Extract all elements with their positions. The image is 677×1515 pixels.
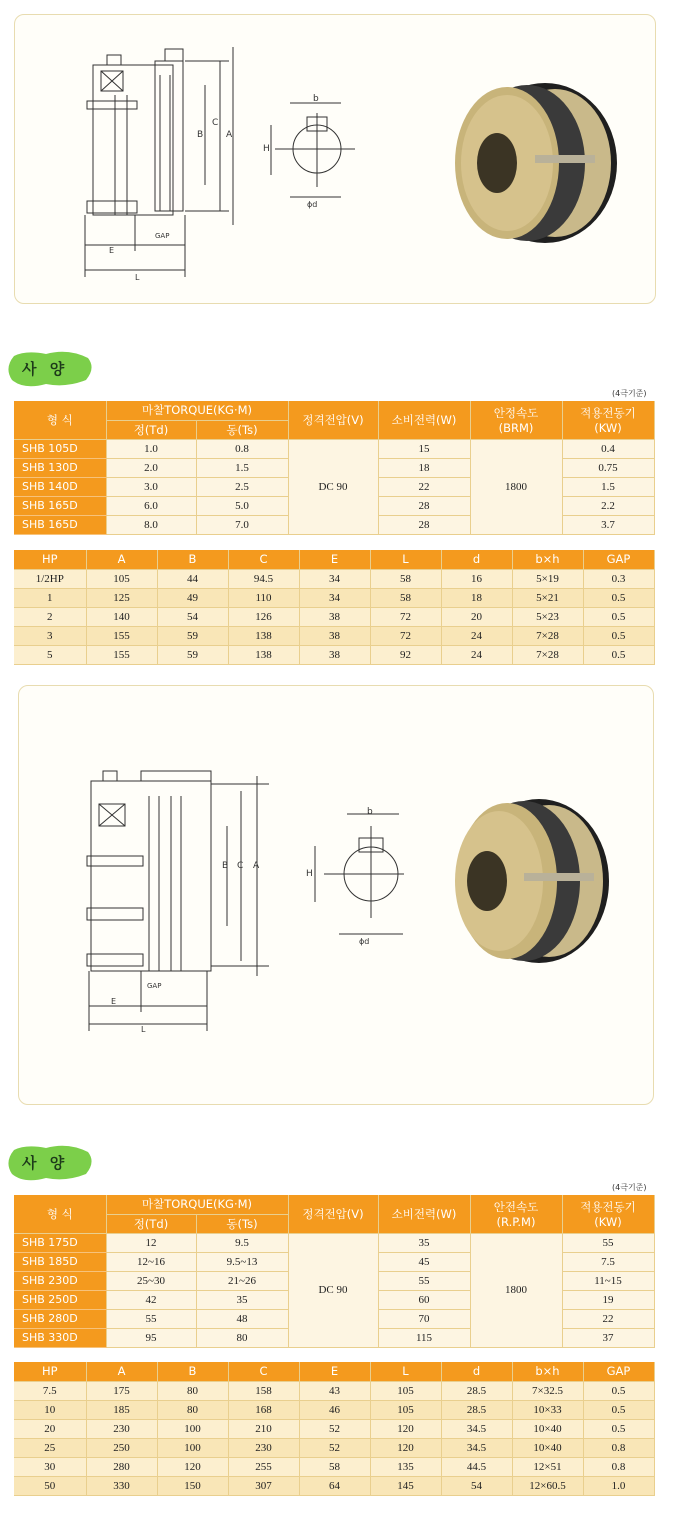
cell-td: 12~16 [106,1252,196,1271]
basis-note-1: (4극기준) [612,389,647,398]
cell-power: 35 [378,1233,470,1252]
cell: 155 [86,626,157,645]
cell: 105 [370,1381,441,1400]
dim-col-hp: HP [14,550,86,569]
cell-ts: 21~26 [196,1271,288,1290]
cell: 52 [299,1419,370,1438]
cell: 135 [370,1457,441,1476]
col-speed-line2: (R.P.M) [496,1214,536,1229]
cell: 110 [228,588,299,607]
dim-label-d: ϕd [307,200,318,209]
cell-voltage: DC 90 [288,439,378,534]
cell: 20 [441,607,512,626]
brake-product-photo-2 [455,799,609,963]
cell: 1/2HP [14,569,86,588]
cell-td: 42 [106,1290,196,1309]
cell-model: SHB 165D [14,496,106,515]
col-model: 형 식 [14,1195,106,1233]
dim-label-h: H [263,144,270,154]
cell-ts: 5.0 [196,496,288,515]
col-model: 형 식 [14,401,106,439]
cell: 140 [86,607,157,626]
cell-motor: 37 [562,1328,654,1347]
col-voltage: 정격전압(V) [288,401,378,439]
cell: 54 [157,607,228,626]
cell: 158 [228,1381,299,1400]
cell: 0.5 [583,607,654,626]
cell: 145 [370,1476,441,1495]
cell: 38 [299,626,370,645]
dim-col-a: A [86,550,157,569]
cell: 92 [370,645,441,664]
cell: 10 [14,1400,86,1419]
cell-ts: 80 [196,1328,288,1347]
dim-label-c: C [212,118,219,128]
dim-label-c: C [237,861,244,871]
table-row [14,1476,654,1495]
cell-td: 1.0 [106,439,196,458]
dim-label-b: B [197,130,204,140]
cell: 54 [441,1476,512,1495]
cell-td: 95 [106,1328,196,1347]
cell-motor: 3.7 [562,515,654,534]
cell: 24 [441,645,512,664]
col-motor-line1: 적용전동기 [580,1199,636,1214]
cell: 7×28 [512,626,583,645]
cell-motor: 22 [562,1309,654,1328]
cell: 64 [299,1476,370,1495]
cell: 80 [157,1381,228,1400]
cell: 34 [299,588,370,607]
cell: 125 [86,588,157,607]
cell: 150 [157,1476,228,1495]
col-speed-line2: (BRM) [498,420,534,435]
cell: 28.5 [441,1381,512,1400]
cell: 59 [157,645,228,664]
cell: 20 [14,1419,86,1438]
cell: 105 [370,1400,441,1419]
dim-col-b: B [157,1362,228,1381]
dim-col-hp: HP [14,1362,86,1381]
cell-ts: 7.0 [196,515,288,534]
cell: 105 [86,569,157,588]
cell: 5×19 [512,569,583,588]
technical-drawing-2 [19,686,655,1106]
col-voltage: 정격전압(V) [288,1195,378,1233]
cell: 10×33 [512,1400,583,1419]
dim-col-gap: GAP [583,1362,654,1381]
col-power: 소비전력(W) [378,401,470,439]
dim-col-c: C [228,1362,299,1381]
dim-label-h: H [306,869,313,879]
cell-td: 12 [106,1233,196,1252]
cell: 34.5 [441,1419,512,1438]
cell-ts: 9.5~13 [196,1252,288,1271]
col-motor-line1: 적용전동기 [580,405,636,420]
dimension-table-1 [14,550,655,665]
cell-model: SHB 230D [14,1271,106,1290]
cell: 38 [299,607,370,626]
dim-label-gap: GAP [147,982,162,990]
cell-td: 8.0 [106,515,196,534]
cell-speed: 1800 [470,439,562,534]
cell-model: SHB 140D [14,477,106,496]
col-torque: 마찰TORQUE(KG·M) [106,1195,288,1214]
cell: 5×21 [512,588,583,607]
cell-ts: 35 [196,1290,288,1309]
dim-col-d: d [441,1362,512,1381]
dim-label-b: B [222,861,229,871]
spec-badge-1 [6,350,94,388]
cell-motor: 55 [562,1233,654,1252]
dim-label-a: A [253,861,260,871]
cell-power: 18 [378,458,470,477]
cell: 100 [157,1438,228,1457]
cell-ts: 1.5 [196,458,288,477]
table-row [14,439,654,458]
cell: 16 [441,569,512,588]
dim-col-gap: GAP [583,550,654,569]
cell: 120 [370,1438,441,1457]
cell-model: SHB 175D [14,1233,106,1252]
cell: 307 [228,1476,299,1495]
cell: 330 [86,1476,157,1495]
cell: 44 [157,569,228,588]
cell: 168 [228,1400,299,1419]
dim-label-gap: GAP [155,232,170,240]
spec-table-1 [14,401,655,535]
cell-motor: 7.5 [562,1252,654,1271]
cell: 58 [299,1457,370,1476]
cell-ts: 48 [196,1309,288,1328]
cell-power: 55 [378,1271,470,1290]
cell: 3 [14,626,86,645]
cell-td: 25~30 [106,1271,196,1290]
cell-motor: 1.5 [562,477,654,496]
table-row [14,1381,654,1400]
cell: 2 [14,607,86,626]
cell-power: 28 [378,515,470,534]
cell-td: 55 [106,1309,196,1328]
cell: 1 [14,588,86,607]
col-ts: 동(Ts) [196,420,288,439]
cell: 10×40 [512,1438,583,1457]
cell: 230 [86,1419,157,1438]
drawing-panel-2 [18,685,654,1105]
cell: 0.3 [583,569,654,588]
dim-label-key-b: b [313,94,319,104]
dim-label-l: L [141,1025,146,1034]
table-row [14,1438,654,1457]
spec-badge-2 [6,1144,94,1182]
dimension-table-2 [14,1362,655,1496]
dim-col-d: d [441,550,512,569]
cell: 44.5 [441,1457,512,1476]
table-row [14,1419,654,1438]
cell: 58 [370,588,441,607]
cell: 0.5 [583,626,654,645]
cell: 28.5 [441,1400,512,1419]
cell: 0.5 [583,1381,654,1400]
dim-col-l: L [370,1362,441,1381]
brake-product-photo-1 [455,83,617,243]
drawing-panel-1 [14,14,656,304]
cell: 210 [228,1419,299,1438]
cell: 30 [14,1457,86,1476]
dim-col-bxh: b×h [512,550,583,569]
col-speed-line1: 안전속도 [493,1199,539,1214]
cell: 5×23 [512,607,583,626]
cell-motor: 0.75 [562,458,654,477]
col-motor [562,401,654,439]
col-td: 정(Td) [106,420,196,439]
cell: 50 [14,1476,86,1495]
cell-power: 15 [378,439,470,458]
dim-col-c: C [228,550,299,569]
col-power: 소비전력(W) [378,1195,470,1233]
cell-power: 22 [378,477,470,496]
table-row [14,569,654,588]
cell: 230 [228,1438,299,1457]
dim-col-b: B [157,550,228,569]
cell: 0.8 [583,1438,654,1457]
cell: 94.5 [228,569,299,588]
cell-motor: 19 [562,1290,654,1309]
cell-td: 2.0 [106,458,196,477]
cell: 10×40 [512,1419,583,1438]
col-speed-line1: 안정속도 [493,405,539,420]
dim-label-e: E [111,997,117,1006]
table-row [14,607,654,626]
col-speed [470,1195,562,1233]
cell: 185 [86,1400,157,1419]
cell-ts: 2.5 [196,477,288,496]
cell-motor: 2.2 [562,496,654,515]
dim-col-a: A [86,1362,157,1381]
table-row [14,645,654,664]
cell-voltage: DC 90 [288,1233,378,1347]
dim-label-key-b: b [367,807,373,817]
table-row [14,1457,654,1476]
cell: 1.0 [583,1476,654,1495]
badge-label: 사 양 [22,1154,69,1172]
cell: 0.8 [583,1457,654,1476]
cell: 59 [157,626,228,645]
dim-label-e: E [109,246,115,255]
cell: 138 [228,626,299,645]
cell: 12×60.5 [512,1476,583,1495]
cell: 120 [157,1457,228,1476]
badge-label: 사 양 [22,360,69,378]
cell-motor: 0.4 [562,439,654,458]
cell: 52 [299,1438,370,1457]
cell: 175 [86,1381,157,1400]
col-ts: 동(Ts) [196,1214,288,1233]
col-speed [470,401,562,439]
cell: 25 [14,1438,86,1457]
col-motor-line2: (KW) [594,1214,622,1229]
cell-power: 60 [378,1290,470,1309]
table-row [14,1233,654,1252]
dim-label-a: A [226,130,233,140]
spec-table-2 [14,1195,655,1348]
cell: 7.5 [14,1381,86,1400]
cell: 0.5 [583,645,654,664]
technical-drawing-1 [15,15,657,305]
cell-speed: 1800 [470,1233,562,1347]
cell-power: 45 [378,1252,470,1271]
cell-motor: 11~15 [562,1271,654,1290]
cell-td: 3.0 [106,477,196,496]
cell: 0.5 [583,1400,654,1419]
cell-power: 70 [378,1309,470,1328]
dim-label-d: ϕd [359,937,370,946]
cell-model: SHB 330D [14,1328,106,1347]
dim-col-e: E [299,1362,370,1381]
dim-col-e: E [299,550,370,569]
cell-model: SHB 105D [14,439,106,458]
col-torque: 마찰TORQUE(KG·M) [106,401,288,420]
cell: 7×28 [512,645,583,664]
cell: 138 [228,645,299,664]
cell-model: SHB 130D [14,458,106,477]
cell-ts: 9.5 [196,1233,288,1252]
table-row [14,626,654,645]
cell: 18 [441,588,512,607]
cell: 7×32.5 [512,1381,583,1400]
cell-td: 6.0 [106,496,196,515]
table-row [14,1400,654,1419]
col-motor-line2: (KW) [594,420,622,435]
cell: 24 [441,626,512,645]
cell: 72 [370,607,441,626]
dim-col-bxh: b×h [512,1362,583,1381]
cell: 34.5 [441,1438,512,1457]
cell: 72 [370,626,441,645]
cell-power: 115 [378,1328,470,1347]
cell-model: SHB 250D [14,1290,106,1309]
cell-ts: 0.8 [196,439,288,458]
cell: 58 [370,569,441,588]
col-td: 정(Td) [106,1214,196,1233]
cell: 280 [86,1457,157,1476]
cell: 0.5 [583,1419,654,1438]
cell: 43 [299,1381,370,1400]
cell-model: SHB 185D [14,1252,106,1271]
cell: 255 [228,1457,299,1476]
cell-model: SHB 165D [14,515,106,534]
cell: 5 [14,645,86,664]
cell: 12×51 [512,1457,583,1476]
cell: 80 [157,1400,228,1419]
cell: 155 [86,645,157,664]
dim-label-l: L [135,273,140,282]
cell: 126 [228,607,299,626]
cell: 49 [157,588,228,607]
cell: 100 [157,1419,228,1438]
cell: 34 [299,569,370,588]
basis-note-2: (4극기준) [612,1183,647,1192]
cell-model: SHB 280D [14,1309,106,1328]
col-motor [562,1195,654,1233]
cell-power: 28 [378,496,470,515]
cell: 120 [370,1419,441,1438]
cell: 38 [299,645,370,664]
cell: 46 [299,1400,370,1419]
cell: 250 [86,1438,157,1457]
cell: 0.5 [583,588,654,607]
table-row [14,588,654,607]
dim-col-l: L [370,550,441,569]
